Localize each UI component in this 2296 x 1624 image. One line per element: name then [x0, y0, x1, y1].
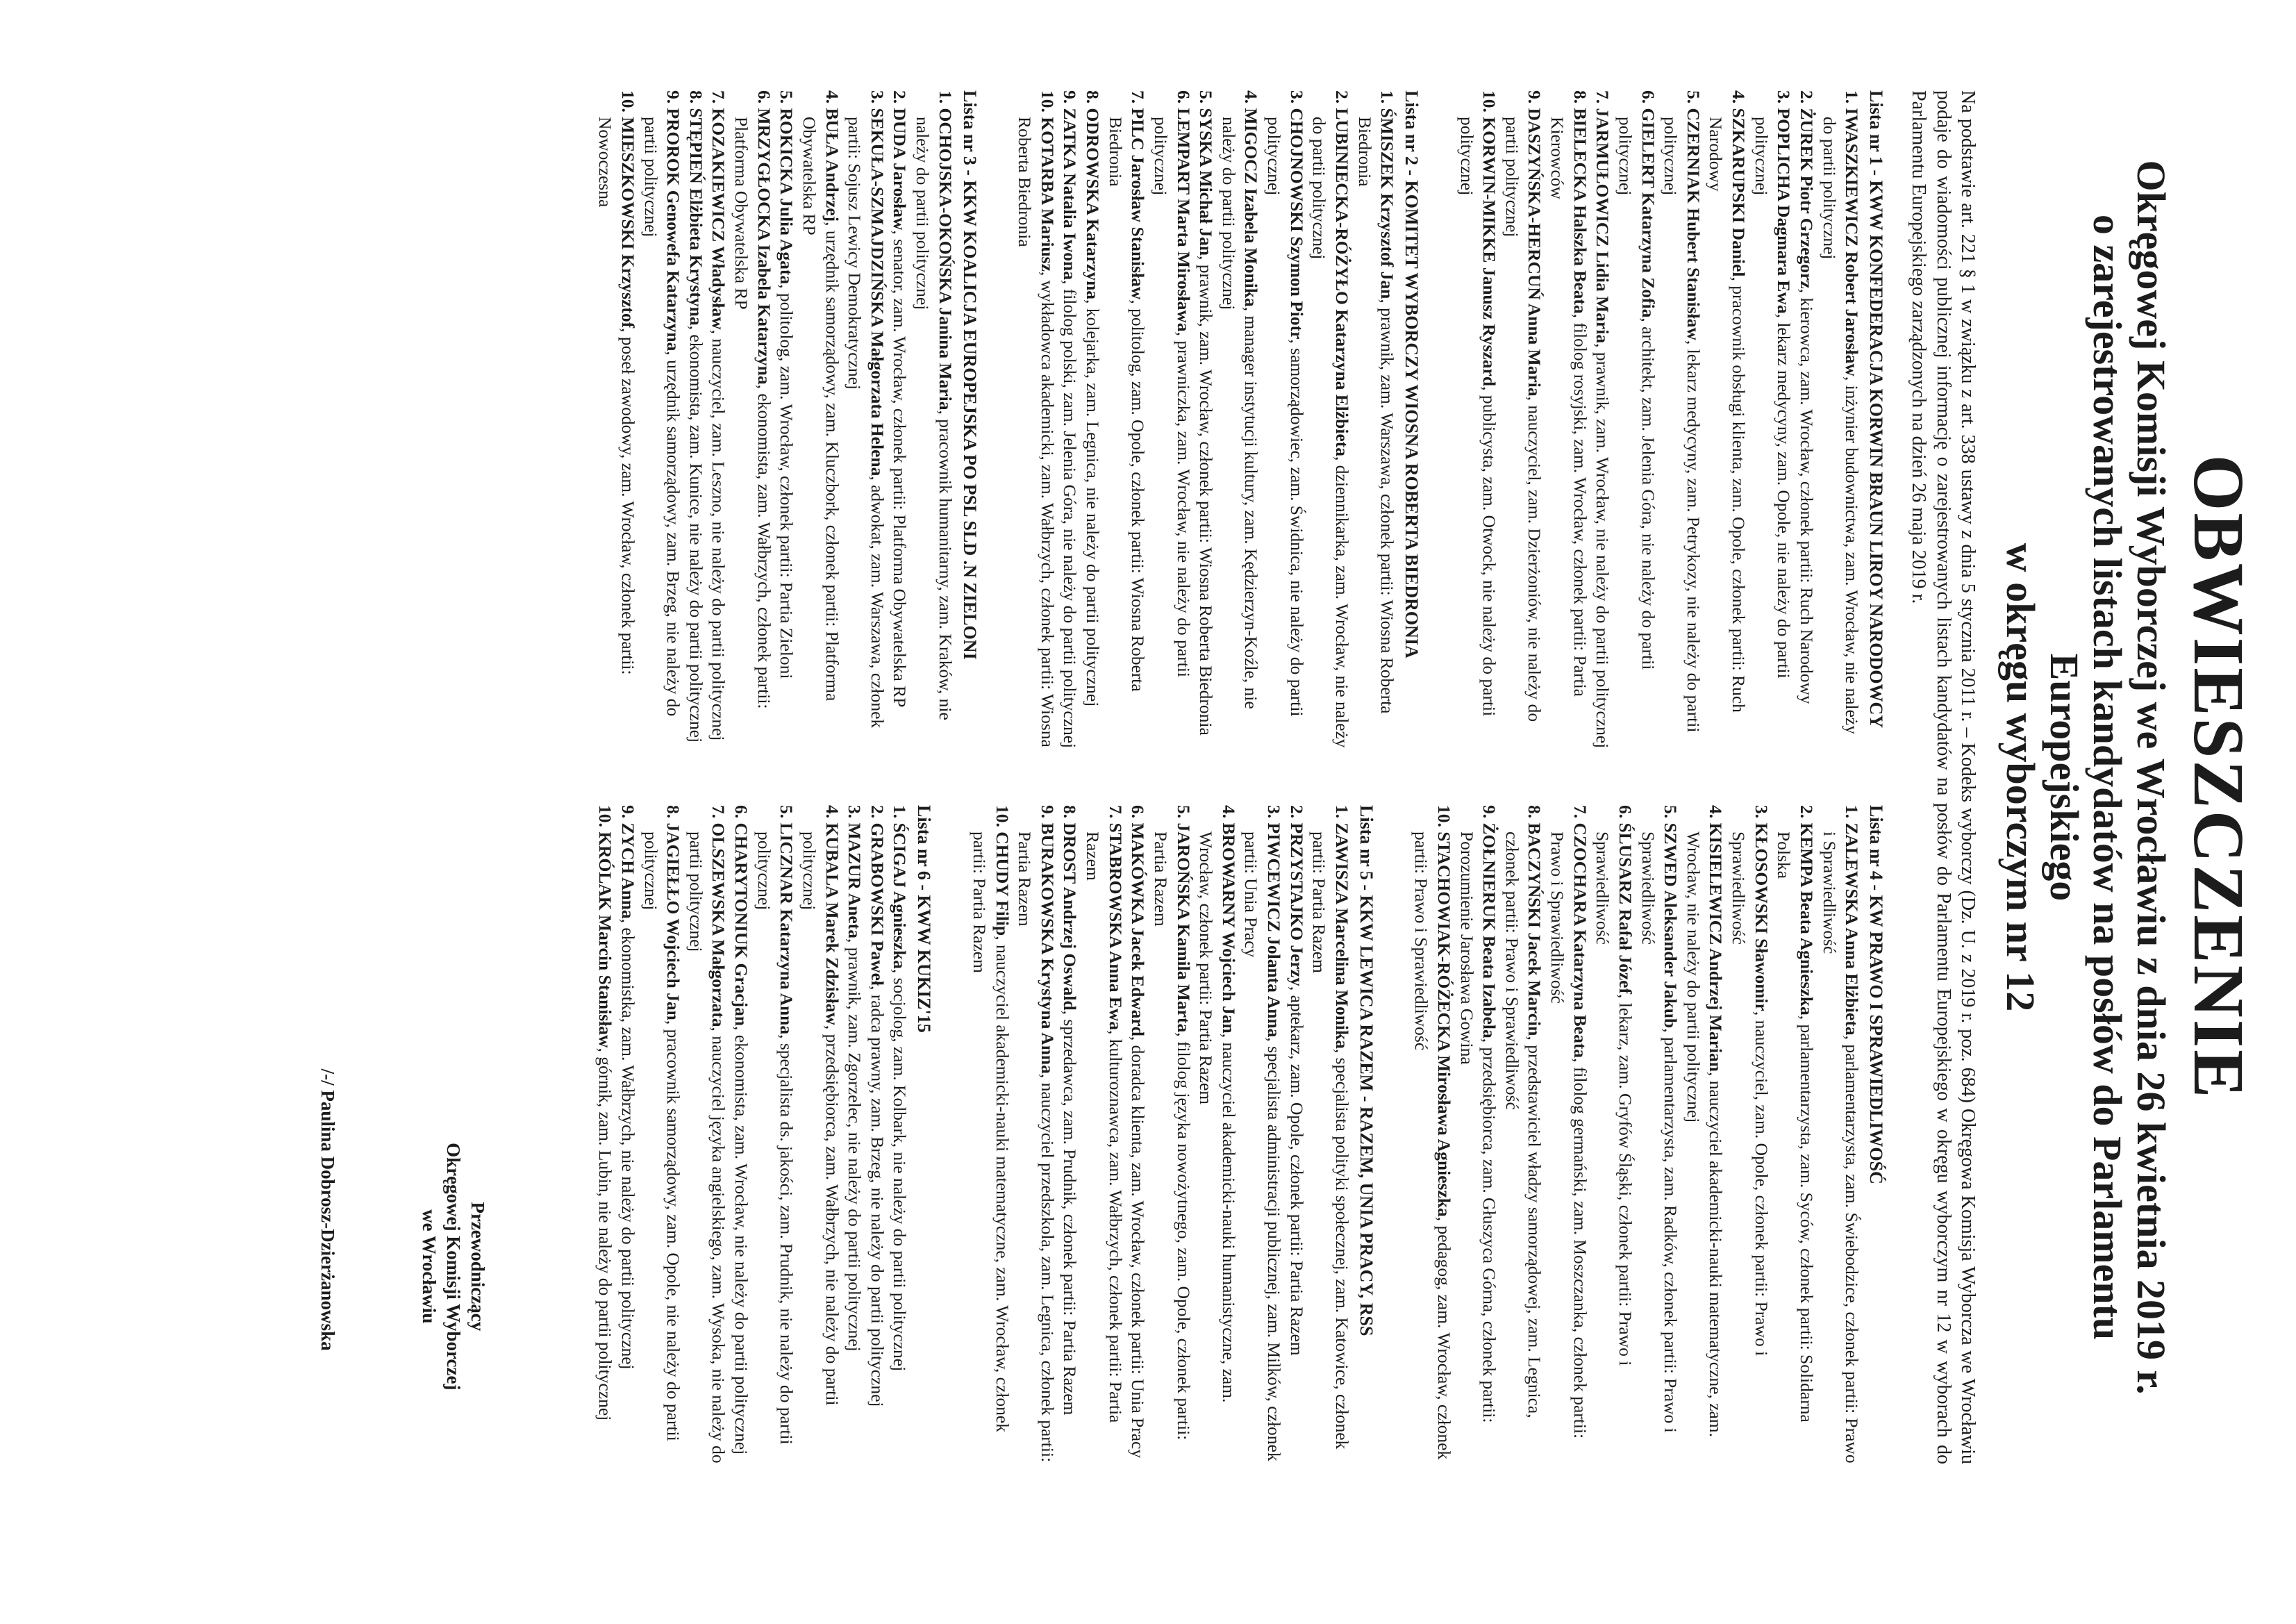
- subtitle-line-1: Okręgowej Komisji Wyborczej we Wrocławiu z dnia 26 kwietnia 2019 r.: [2129, 160, 2174, 1395]
- candidate-name: LEMPART Marta Mirosława: [1173, 108, 1194, 332]
- candidate-name: KISIELEWICZ Andrzej Marian: [1706, 822, 1727, 1072]
- candidate-details: , pracownik obsługi klienta, zam. Opole, członek partii: Ruch Narodowy: [1706, 117, 1749, 713]
- candidate-number: 3.: [1751, 805, 1772, 819]
- candidate-details: , nauczyciel akademicki-nauki humanistyczne, zam. Wrocław, członek partii: Partia Razem: [1196, 831, 1239, 1403]
- candidate-name: KORWIN-MIKKE Janusz Ryszard: [1479, 117, 1500, 387]
- candidate-name: MRZYGŁOCKA Izabela Katarzyna: [754, 108, 774, 385]
- candidate-name: BURAKOWSKA Krystyna Anna: [1037, 822, 1058, 1074]
- candidate-number: 10.: [618, 90, 638, 113]
- candidate-number: 1.: [1331, 805, 1352, 819]
- candidate-entry: [1285, 805, 1308, 1464]
- candidate-number: 2.: [1796, 90, 1817, 104]
- candidate-name: ŻOŁNIERUK Beata Izabela: [1479, 822, 1500, 1038]
- candidate-name: ZAWISZA Marcelina Monika: [1331, 822, 1352, 1049]
- candidate-entry: [730, 90, 775, 749]
- candidate-entry: [1149, 805, 1194, 1464]
- list-title: Lista nr 1 - KWW KONFEDERACJA KORWIN BRAUN LIROY NARODOWCY: [1866, 90, 1887, 729]
- candidate-name: ODROWSKA Katarzyna: [1083, 108, 1104, 300]
- candidate-details: , lekarz, zam. Gryfów Śląski, członek partii: Prawo i Sprawiedliwość: [1592, 831, 1636, 1366]
- candidate-details: , prawniczka, zam. Wrocław, nie należy do partii politycznej: [1150, 117, 1194, 677]
- candidate-details: , sprzedawca, zam. Prudnik, członek partii: Partia Razem: [1060, 1010, 1081, 1416]
- candidate-details: , specjalista ds. jakości, zam. Prudnik, nie należy do partii politycznej: [754, 831, 797, 1445]
- candidate-details: , parlamentarzysta, zam. Świebodzice, członek partii: Prawo i Sprawiedliwość: [1819, 831, 1863, 1464]
- candidate-number: 1.: [890, 805, 910, 819]
- candidate-details: , parlamentarzysta, zam. Syców, członek partii: Solidarna Polska: [1774, 831, 1817, 1423]
- candidate-details: , lekarz medycyny, zam. Opole, nie należy do partii politycznej: [1751, 117, 1795, 679]
- candidate-name: MAKÓWKA Jacek Edward: [1128, 822, 1149, 1036]
- candidate-entry: [1217, 90, 1262, 749]
- candidate-name: DROST Andrzej Oswald: [1060, 822, 1081, 1011]
- candidate-name: KUBALA Marek Zdzisław: [822, 822, 842, 1025]
- candidate-entry: [594, 805, 617, 1464]
- candidate-number: 1.: [1842, 90, 1863, 104]
- candidate-entry: [1795, 90, 1817, 749]
- signature-committee: Okręgowej Komisji Wyborczej: [442, 1143, 464, 1391]
- candidate-name: KOZAKIEWICZ Władysław: [708, 108, 729, 330]
- candidate-number: 2.: [1796, 805, 1817, 819]
- candidate-entry: [1081, 90, 1104, 749]
- candidate-entry: [1240, 805, 1285, 1464]
- candidate-entry: [616, 805, 639, 1464]
- candidate-details: , nauczyciel, zam. Opole, członek partii: Prawo i Sprawiedliwość: [1729, 831, 1772, 1357]
- candidate-entry: [1681, 805, 1727, 1464]
- candidate-details: , filolog rosyjski, zam. Wrocław, członek partii: Partia Kierowców: [1547, 117, 1590, 697]
- candidate-number: 7.: [708, 805, 729, 819]
- candidate-name: BUŁA Andrzej: [822, 108, 842, 222]
- list-title: Lista nr 6 - KWW KUKIZ'15: [914, 805, 935, 1033]
- candidate-number: 6.: [754, 90, 774, 104]
- candidate-details: , przedsiębiorca, zam. Wałbrzych, nie należy do partii politycznej: [799, 831, 842, 1406]
- candidate-entry: [865, 805, 888, 1464]
- candidate-name: PRZYSTAJKO Jerzy: [1286, 822, 1307, 986]
- candidate-entry: [707, 90, 730, 749]
- candidate-list-4: [1410, 805, 1888, 1464]
- candidate-details: , nauczyciel przedszkola, zam. Legnica, członek partii: Partia Razem: [1015, 831, 1058, 1463]
- candidate-number: 3.: [1264, 805, 1285, 819]
- candidate-number: 9.: [663, 90, 684, 104]
- candidate-number: 10.: [595, 805, 616, 827]
- candidate-number: 5.: [1196, 90, 1217, 104]
- candidate-entry: [1727, 805, 1772, 1464]
- notice-subtitle: [1999, 90, 2173, 1464]
- candidate-number: 5.: [776, 805, 797, 819]
- signature-city: we Wrocławiu: [418, 1209, 440, 1324]
- list-title: Lista nr 2 - KOMITET WYBORCZY WIOSNA ROBERTA BIEDRONIA: [1401, 90, 1422, 658]
- candidate-details: , samorządowiec, zam. Świdnica, nie należy do partii politycznej: [1264, 117, 1307, 717]
- candidate-details: , ekonomista, zam. Wrocław, nie należy do partii politycznej: [731, 1026, 752, 1455]
- candidate-name: LUBINIECKA-RÓŻYŁO Katarzyna Elżbieta: [1331, 108, 1352, 457]
- candidate-number: 9.: [1037, 805, 1058, 819]
- candidate-entry: [1081, 805, 1126, 1464]
- candidate-name: ŻUREK Piotr Grzegorz: [1796, 108, 1817, 289]
- candidate-entry: [594, 90, 639, 749]
- candidate-name: ŚMISZEK Krzysztof Jan: [1377, 108, 1398, 299]
- candidate-entry: [1353, 90, 1398, 749]
- candidate-entry: [1659, 90, 1704, 749]
- candidate-number: 6.: [1638, 90, 1658, 104]
- candidate-name: MAZUR Aneta: [845, 822, 865, 938]
- candidate-entry: [1500, 805, 1545, 1464]
- candidate-name: LICZNAR Katarzyna Anna: [776, 822, 797, 1035]
- signature-block: [315, 1069, 489, 1464]
- candidate-entry: [1817, 805, 1863, 1464]
- candidate-details: , prawnik, zam. Zgorzelec, nie należy do partii politycznej: [845, 938, 865, 1352]
- candidate-entry: [1195, 90, 1217, 749]
- candidate-details: , urzędnik samorządowy, zam. Kluczbork, członek partii: Platforma Obywatelska RP: [799, 117, 842, 702]
- candidate-entry: [1308, 805, 1353, 1464]
- candidate-entry: [1126, 805, 1149, 1464]
- list-title: Lista nr 3 - KKW KOALICJA EUROPEJSKA PO PSL SLD .N ZIELONI: [959, 90, 980, 660]
- candidate-name: JAROŃSKA Kamila Marta: [1173, 822, 1194, 1033]
- candidate-entry: [1195, 805, 1240, 1464]
- candidate-entry: [752, 805, 797, 1464]
- list-title: Lista nr 5 - KKW LEWICA RAZEM - RAZEM, UNIA PRACY, RSS: [1356, 805, 1376, 1336]
- candidate-number: 5.: [1173, 805, 1194, 819]
- candidate-details: , kierowca, zam. Wrocław, członek partii: Ruch Narodowy: [1796, 288, 1817, 704]
- candidate-name: ŚLUSARZ Rafał Józef: [1615, 822, 1636, 994]
- candidate-name: OCHOJSKA-OKOŃSKA Janina Maria: [935, 108, 956, 411]
- candidate-list-5: [967, 805, 1377, 1464]
- candidate-name: KŁOSOWSKI Sławomir: [1751, 822, 1772, 1011]
- candidate-name: PILC Jarosław Stanisław: [1128, 108, 1149, 300]
- candidate-number: 4.: [822, 90, 842, 104]
- candidate-details: , publicysta, zam. Otwock, nie należy do partii politycznej: [1456, 117, 1500, 717]
- candidate-entry: [1591, 90, 1614, 749]
- candidate-name: ZALEWSKA Anna Elżbieta: [1842, 822, 1863, 1036]
- candidate-entry: [1013, 90, 1058, 749]
- candidate-name: BROWARNY Wojciech Jan: [1218, 822, 1239, 1034]
- candidate-details: , ekonomista, zam. Wałbrzych, członek partii: Platforma Obywatelska RP: [731, 117, 774, 709]
- candidate-name: CZOCHARA Katarzyna Beata: [1570, 822, 1590, 1059]
- candidate-number: 5.: [1661, 805, 1681, 819]
- candidate-list-1: [1455, 90, 1888, 749]
- candidate-number: 7.: [1570, 805, 1590, 819]
- candidate-number: 10.: [1037, 90, 1058, 113]
- candidate-details: , doradca klienta, zam. Wrocław, członek partii: Unia Pracy: [1128, 1036, 1149, 1459]
- candidate-details: , nauczyciel, zam. Leszno, nie należy do partii politycznej: [708, 329, 729, 741]
- candidate-entry: [911, 90, 956, 749]
- candidate-entry: [1591, 805, 1636, 1464]
- candidate-details: , specjalista administracji publicznej, zam. Milków, członek partii: Unia Pracy: [1241, 831, 1285, 1461]
- candidate-number: 2.: [1286, 805, 1307, 819]
- signature-name: /-/ Paulina Dobrosz-Dzierżanowska: [317, 1068, 339, 1351]
- candidate-number: 4.: [822, 805, 842, 819]
- candidate-name: KRÓLAK Marcin Stanisław: [595, 831, 616, 1048]
- candidate-details: , nauczyciel, zam. Dzierżoniów, nie należy do partii politycznej: [1501, 117, 1545, 722]
- candidate-entry: [1013, 805, 1058, 1464]
- candidate-name: CHOJNOWSKI Szymon Piotr: [1286, 108, 1307, 340]
- candidate-entry: [843, 90, 888, 749]
- candidate-entry: [797, 805, 842, 1464]
- candidate-entry: [1500, 90, 1545, 749]
- candidate-number: 7.: [708, 90, 729, 104]
- candidate-name: POPLICHA Dagmara Ewa: [1774, 108, 1795, 314]
- candidate-number: 8.: [1060, 805, 1081, 819]
- candidate-entry: [1410, 805, 1455, 1464]
- candidate-entry: [1772, 805, 1817, 1464]
- candidate-entry: [775, 90, 798, 749]
- candidate-details: , socjolog, zam. Kolbark, nie należy do partii politycznej: [890, 968, 910, 1372]
- candidate-details: , ekonomista, zam. Kunice, nie należy do partii politycznej: [685, 325, 706, 743]
- candidate-name: GRABOWSKI Paweł: [867, 822, 888, 986]
- candidate-number: 6.: [1173, 90, 1194, 104]
- candidate-details: , pracownik samorządowy, zam. Opole, nie należy do partii politycznej: [640, 831, 684, 1441]
- left-column: [315, 90, 1888, 749]
- candidate-name: BIELECKA Halszka Beata: [1570, 108, 1590, 314]
- candidate-number: 9.: [1060, 90, 1081, 104]
- candidate-details: , filolog języka nowożytnego, zam. Opole, członek partii: Partia Razem: [1150, 831, 1194, 1441]
- candidate-details: , manager instytucji kultury, zam. Kędzierzyn-Koźle, nie należy do partii politycznej: [1218, 117, 1262, 709]
- lists-columns: [315, 90, 1888, 1464]
- candidate-entry: [1262, 90, 1307, 749]
- candidate-number: 1.: [1377, 90, 1398, 104]
- candidate-number: 3.: [1286, 90, 1307, 104]
- candidate-details: , poseł zawodowy, zam. Wrocław, członek partii: Nowoczesna: [595, 117, 638, 675]
- intro-paragraph: Na podstawie art. 221 § 1 w związku z art. 338 ustawy z dnia 5 stycznia 2011 r. – Kodeks wyborczy (Dz. U. z 2019 r. poz. 684) Okręgowa Komisja Wyborcza we Wrocławiu podaje do wiadomości publicznej informację o zarejestrowanych listach kandydatów na posłów do Parlamentu Europejskiego w okręgu wyborczym nr 12 w wyborach do Parlamentu Europejskiego zarządzonych na dzień 26 maja 2019 r.: [1907, 90, 1979, 1464]
- candidate-number: 10.: [992, 805, 1013, 827]
- candidate-number: 8.: [663, 805, 684, 819]
- candidate-entry: [1704, 90, 1749, 749]
- candidate-entry: [639, 90, 684, 749]
- candidate-entry: [1308, 90, 1353, 749]
- candidate-name: SZKARUPSKI Daniel: [1729, 108, 1749, 277]
- candidate-details: , adwokat, zam. Warszawa, członek partii: Sojusz Lewicy Demokratycznej: [845, 117, 888, 729]
- candidate-name: CZERNIAK Hubert Stanisław: [1683, 108, 1704, 340]
- candidate-name: ZYCH Anna: [618, 822, 638, 919]
- candidate-entry: [1749, 90, 1795, 749]
- candidate-entry: [843, 805, 866, 1464]
- candidate-entry: [1455, 805, 1500, 1464]
- candidate-name: SEKUŁA-SZMAJDZIŃSKA Małgorzata Helena: [867, 108, 888, 477]
- right-column: [315, 805, 1888, 1464]
- candidate-number: 4.: [1706, 805, 1727, 819]
- candidate-entry: [1149, 90, 1194, 749]
- candidate-entry: [684, 90, 707, 749]
- candidate-name: SYSKA Michał Jan: [1196, 108, 1217, 256]
- candidate-number: 6.: [731, 805, 752, 819]
- candidate-number: 10.: [1479, 90, 1500, 113]
- candidate-entry: [1058, 805, 1081, 1464]
- candidate-entry: [888, 90, 911, 749]
- candidate-number: 6.: [1615, 805, 1636, 819]
- candidate-entry: [684, 805, 729, 1464]
- candidate-details: , przedstawiciel władzy samorządowej, zam. Legnica, członek partii: Prawo i Sprawiedliwość: [1501, 831, 1545, 1418]
- candidate-details: , politolog, zam. Opole, członek partii: Wiosna Roberta Biedronia: [1105, 117, 1149, 692]
- candidate-details: , kulturoznawca, zam. Wałbrzych, członek partii: Partia Razem: [1083, 831, 1126, 1423]
- candidate-details: , urzędnik samorządowy, zam. Brzeg, nie należy do partii politycznej: [640, 117, 684, 717]
- candidate-details: , przedsiębiorca, zam. Głuszyca Górna, członek partii: Porozumienie Jarosława Gowina: [1456, 831, 1500, 1423]
- candidate-name: JARMUŁOWICZ Lidia Maria: [1592, 108, 1613, 344]
- candidate-name: ZATKA Natalia Iwona: [1060, 108, 1081, 280]
- candidate-entry: [1545, 805, 1590, 1464]
- candidate-number: 8.: [685, 90, 706, 104]
- candidate-number: 3.: [867, 90, 888, 104]
- candidate-entry: [1817, 90, 1863, 749]
- candidate-number: 2.: [867, 805, 888, 819]
- candidate-details: , pracownik humanitarny, zam. Kraków, nie należy do partii politycznej: [913, 117, 956, 720]
- candidate-entry: [1455, 90, 1500, 749]
- candidate-details: , ekonomistka, zam. Wałbrzych, nie należy do partii politycznej: [618, 918, 638, 1370]
- candidate-name: ROKICKA Julia Agata: [776, 108, 797, 285]
- candidate-number: 1.: [935, 90, 956, 104]
- candidate-name: PIWCEWICZ Jolanta Anna: [1264, 822, 1285, 1038]
- candidate-details: , nauczyciel języka angielskiego, zam. Wysoka, nie należy do partii politycznej: [685, 831, 729, 1464]
- candidate-name: STĘPIEŃ Elżbieta Krystyna: [685, 108, 706, 326]
- candidate-name: DASZYŃSKA-HERCUŃ Anna Maria: [1524, 108, 1545, 397]
- candidate-number: 5.: [776, 90, 797, 104]
- candidate-details: , kolejarka, zam. Legnica, nie należy do partii politycznej: [1083, 299, 1104, 707]
- candidate-name: ŚCIGAJ Agnieszka: [890, 822, 910, 969]
- candidate-name: JAGIEŁŁO Wojciech Jan: [663, 822, 684, 1020]
- candidate-details: , pedagog, zam. Wrocław, członek partii: Prawo i Sprawiedliwość: [1411, 831, 1454, 1460]
- candidate-number: 7.: [1105, 805, 1126, 819]
- candidate-details: , prawnik, zam. Wrocław, członek partii: Wiosna Roberta Biedronia: [1196, 256, 1217, 736]
- candidate-entry: [1545, 90, 1590, 749]
- candidate-details: , filolog polski, zam. Jelenia Góra, nie należy do partii politycznej: [1060, 279, 1081, 749]
- candidate-number: 3.: [845, 805, 865, 819]
- candidate-number: 8.: [1570, 90, 1590, 104]
- candidate-number: 2.: [890, 90, 910, 104]
- candidate-number: 4.: [1218, 805, 1239, 819]
- candidate-number: 2.: [1331, 90, 1352, 104]
- candidate-details: , radca prawny, zam. Brzeg, nie należy do partii politycznej: [867, 985, 888, 1407]
- candidate-number: 7.: [1128, 90, 1149, 104]
- candidate-details: , politolog, zam. Wrocław, członek partii: Partia Zieloni: [776, 284, 797, 679]
- candidate-details: , architekt, zam. Jelenia Góra, nie należy do partii politycznej: [1615, 117, 1658, 670]
- candidate-entry: [1058, 90, 1081, 749]
- candidate-details: , specjalista polityki społecznej, zam. Katowice, członek partii: Partia Razem: [1309, 831, 1352, 1450]
- candidate-number: 6.: [1128, 805, 1149, 819]
- candidate-name: MIESZKOWSKI Krzysztof: [618, 117, 638, 329]
- candidate-entry: [888, 805, 911, 1464]
- candidate-details: , górnik, zam. Lubin, nie należy do partii politycznej: [595, 1047, 616, 1421]
- candidate-list-6: [594, 805, 936, 1464]
- candidate-details: , aptekarz, zam. Opole, członek partii: Partia Razem: [1286, 986, 1307, 1356]
- candidate-details: , parlamentarzysta, zam. Radków, członek partii: Prawo i Sprawiedliwość: [1638, 831, 1681, 1433]
- candidate-number: 10.: [1433, 805, 1454, 827]
- candidate-details: , prawnik, zam. Wrocław, nie należy do partii politycznej: [1592, 343, 1613, 749]
- candidate-name: KOTARBA Mariusz: [1037, 117, 1058, 272]
- candidate-number: 1.: [1842, 805, 1863, 819]
- candidate-number: 9.: [1524, 90, 1545, 104]
- candidate-number: 9.: [618, 805, 638, 819]
- candidate-number: 4.: [1241, 90, 1262, 104]
- candidate-number: 9.: [1479, 805, 1500, 819]
- candidate-entry: [1613, 90, 1658, 749]
- candidate-details: , nauczyciel akademicki-nauki matematyczne, zam. Wrocław, nie należy do partii politycznej: [1683, 831, 1727, 1437]
- list-title: Lista nr 4 - KW PRAWO I SPRAWIEDLIWOŚĆ: [1866, 805, 1887, 1184]
- candidate-name: IWASZKIEWICZ Robert Jarosław: [1842, 108, 1863, 376]
- candidate-details: , dziennikarka, zam. Wrocław, nie należy do partii politycznej: [1309, 117, 1352, 748]
- candidate-name: STACHOWIAK-RÓŻECKA Mirosława Agnieszka: [1433, 831, 1454, 1217]
- subtitle-line-2: o zarejestrowanych listach kandydatów na posłów do Parlamentu Europejskiego: [2041, 214, 2131, 1341]
- candidate-entry: [797, 90, 842, 749]
- candidate-name: CHUDY Filip: [992, 831, 1013, 936]
- candidate-number: 7.: [1592, 90, 1613, 104]
- candidate-name: STABROWSKA Anna Ewa: [1105, 822, 1126, 1031]
- candidate-entry: [639, 805, 684, 1464]
- candidate-name: MIGOCZ Izabela Monika: [1241, 108, 1262, 307]
- candidate-number: 4.: [1729, 90, 1749, 104]
- candidate-details: , senator, zam. Wrocław, członek partii: Platforma Obywatelska RP: [890, 230, 910, 708]
- candidate-number: 8.: [1524, 805, 1545, 819]
- candidate-entry: [1104, 90, 1149, 749]
- candidate-details: , filolog germański, zam. Moszczanka, członek partii: Prawo i Sprawiedliwość: [1547, 831, 1590, 1439]
- candidate-name: SZWED Aleksander Jakub: [1661, 822, 1681, 1029]
- candidate-list-2: [1013, 90, 1423, 749]
- signature-role: Przewodniczący: [467, 1202, 488, 1332]
- candidate-number: 8.: [1083, 90, 1104, 104]
- notice-title: OBWIESZCZENIE: [2179, 454, 2258, 1100]
- candidate-name: BACZYŃSKI Jacek Marcin: [1524, 822, 1545, 1036]
- candidate-details: , inżynier budownictwa, zam. Wrocław, nie należy do partii politycznej: [1819, 117, 1863, 734]
- candidate-list-3: [594, 90, 981, 749]
- candidate-name: KEMPA Beata Agnieszka: [1796, 822, 1817, 1016]
- candidate-details: , lekarz medycyny, zam. Petrykozy, nie należy do partii politycznej: [1661, 117, 1704, 733]
- candidate-entry: [1636, 805, 1681, 1464]
- candidate-details: , prawnik, zam. Warszawa, członek partii: Wiosna Roberta Biedronia: [1354, 117, 1398, 714]
- candidate-number: 3.: [1774, 90, 1795, 104]
- candidate-details: , nauczyciel akademicki-nauki matematyczne, zam. Wrocław, członek partii: Partia Razem: [969, 831, 1013, 1432]
- candidate-entry: [730, 805, 753, 1464]
- candidate-name: DUDA Jarosław: [890, 108, 910, 231]
- candidate-name: GIELERT Katarzyna Zofia: [1638, 108, 1658, 318]
- subtitle-line-3: w okręgu wyborczym nr 12: [1998, 542, 2044, 1012]
- candidate-entry: [967, 805, 1013, 1464]
- candidate-details: , wykładowca akademicki, zam. Wałbrzych, członek partii: Wiosna Roberta Biedronia: [1015, 117, 1058, 747]
- candidate-name: OLSZEWSKA Małgorzata: [708, 822, 729, 1027]
- candidate-number: 5.: [1683, 90, 1704, 104]
- candidate-name: CHARYTONIUK Gracjan: [731, 822, 752, 1027]
- candidate-name: PROROK Genowefa Katarzyna: [663, 108, 684, 351]
